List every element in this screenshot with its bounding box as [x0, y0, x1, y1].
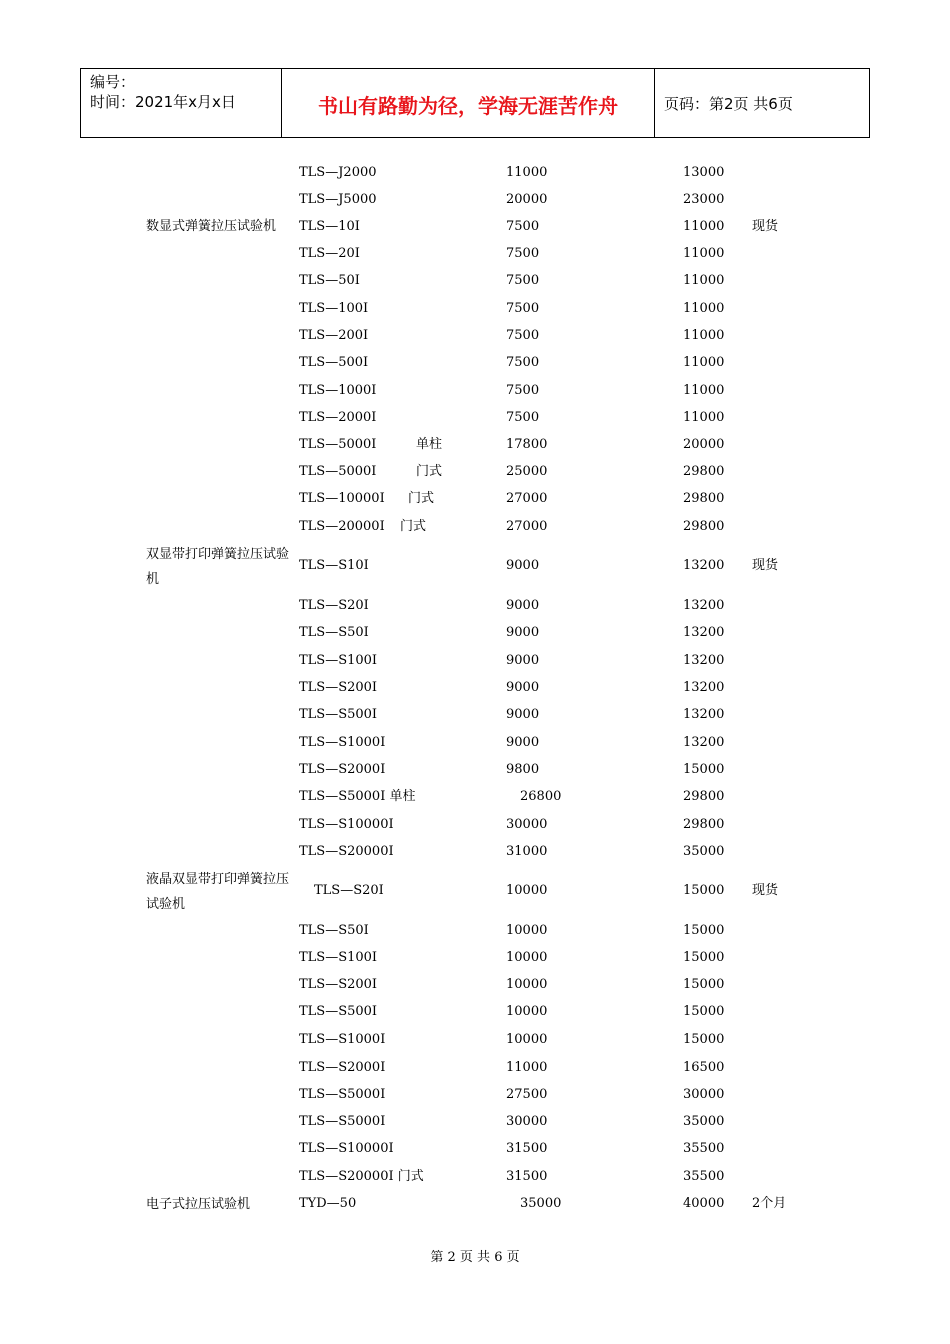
price2-cell: 13200 — [683, 735, 725, 750]
price2-cell: 20000 — [683, 437, 725, 452]
price-cell: 30000 — [506, 1114, 548, 1129]
price-cell: 30000 — [506, 817, 548, 832]
price-cell: 7500 — [506, 355, 540, 370]
model-cell: TLS—20000I — [299, 519, 385, 534]
price-cell: 9800 — [506, 762, 540, 777]
time-label: 时间：2021年x月x日 — [90, 93, 236, 111]
header-divider — [654, 68, 655, 137]
page-info: 页码：第2页 共6页 — [664, 95, 793, 113]
model-cell: TLS—S20000I 门式 — [299, 1169, 424, 1184]
price2-cell: 29800 — [683, 817, 725, 832]
model-cell: TLS—S2000I — [299, 1060, 386, 1075]
price2-cell: 35000 — [683, 1114, 725, 1129]
price2-cell: 13200 — [683, 680, 725, 695]
price2-cell: 13200 — [683, 558, 725, 573]
price2-cell: 30000 — [683, 1087, 725, 1102]
type-cell: 门式 — [400, 519, 427, 534]
model-cell: TLS—S200I — [299, 977, 378, 992]
type-cell: 单柱 — [416, 437, 443, 452]
model-cell: TLS—2000I — [299, 410, 377, 425]
model-cell: TLS—10000I — [299, 491, 385, 506]
delivery-cell: 2个月 — [752, 1196, 787, 1211]
price2-cell: 15000 — [683, 923, 725, 938]
price2-cell: 11000 — [683, 410, 725, 425]
category-label: 数显式弹簧拉压试验机 — [146, 219, 277, 234]
price2-cell: 13000 — [683, 165, 725, 180]
model-cell: TLS—1000I — [299, 383, 377, 398]
delivery-cell: 现货 — [752, 219, 779, 234]
model-cell: TLS—S10000I — [299, 1141, 394, 1156]
price-cell: 7500 — [506, 301, 540, 316]
price-cell: 10000 — [506, 977, 548, 992]
price2-cell: 16500 — [683, 1060, 725, 1075]
price-cell: 25000 — [506, 464, 548, 479]
model-cell: TLS—S1000I — [299, 735, 386, 750]
model-cell: TLS—5000I — [299, 464, 377, 479]
model-cell: TLS—S5000I — [299, 1114, 386, 1129]
motto: 书山有路勤为径，学海无涯苦作舟 — [318, 94, 618, 118]
price2-cell: 13200 — [683, 653, 725, 668]
price-cell: 31000 — [506, 844, 548, 859]
page-footer: 第 2 页 共 6 页 — [430, 1250, 520, 1265]
header-meta — [90, 72, 236, 112]
price-cell: 26800 — [520, 789, 562, 804]
price2-cell: 11000 — [683, 355, 725, 370]
price2-cell: 35000 — [683, 844, 725, 859]
price-cell: 27000 — [506, 519, 548, 534]
price-cell: 11000 — [506, 1060, 548, 1075]
model-cell: TLS—S5000I 单柱 — [299, 789, 416, 804]
price-cell: 9000 — [506, 598, 540, 613]
model-cell: TLS—10I — [299, 219, 360, 234]
price2-cell: 11000 — [683, 301, 725, 316]
price2-cell: 40000 — [683, 1196, 725, 1211]
price2-cell: 15000 — [683, 762, 725, 777]
model-cell: TLS—50I — [299, 273, 360, 288]
price2-cell: 29800 — [683, 519, 725, 534]
price-cell: 7500 — [506, 246, 540, 261]
model-cell: TLS—S50I — [299, 625, 369, 640]
price-cell: 7500 — [506, 328, 540, 343]
price-cell: 9000 — [506, 707, 540, 722]
model-cell: TLS—5000I — [299, 437, 377, 452]
price-cell: 10000 — [506, 1004, 548, 1019]
model-cell: TLS—J5000 — [299, 192, 377, 207]
price-cell: 27500 — [506, 1087, 548, 1102]
price2-cell: 11000 — [683, 383, 725, 398]
price-cell: 10000 — [506, 883, 548, 898]
price-cell: 10000 — [506, 923, 548, 938]
model-cell: TLS—500I — [299, 355, 369, 370]
model-cell: TLS—S10I — [299, 558, 369, 573]
price2-cell: 13200 — [683, 598, 725, 613]
model-cell: TLS—S500I — [299, 707, 378, 722]
price2-cell: 15000 — [683, 1004, 725, 1019]
model-cell: TLS—S500I — [299, 1004, 378, 1019]
price2-cell: 15000 — [683, 950, 725, 965]
price2-cell: 15000 — [683, 883, 725, 898]
price2-cell: 29800 — [683, 491, 725, 506]
price-cell: 9000 — [506, 680, 540, 695]
price-cell: 10000 — [506, 1032, 548, 1047]
serial-label: 编号： — [90, 73, 136, 91]
model-cell: TLS—S2000I — [299, 762, 386, 777]
category-label: 双显带打印弹簧拉压试验机 — [146, 547, 290, 587]
delivery-cell: 现货 — [752, 883, 779, 898]
price2-cell: 35500 — [683, 1141, 725, 1156]
price-cell: 7500 — [506, 273, 540, 288]
price-cell: 20000 — [506, 192, 548, 207]
model-cell: TLS—S100I — [299, 653, 378, 668]
model-cell: TLS—20I — [299, 246, 360, 261]
model-cell: TLS—S1000I — [299, 1032, 386, 1047]
model-cell: TLS—S50I — [299, 923, 369, 938]
model-cell: TLS—S20I — [314, 883, 384, 898]
price2-cell: 11000 — [683, 273, 725, 288]
price-cell: 9000 — [506, 625, 540, 640]
category-label: 电子式拉压试验机 — [146, 1197, 251, 1212]
price-cell: 17800 — [506, 437, 548, 452]
price2-cell: 13200 — [683, 707, 725, 722]
price-cell: 35000 — [520, 1196, 562, 1211]
price2-cell: 11000 — [683, 246, 725, 261]
model-cell: TLS—J2000 — [299, 165, 377, 180]
delivery-cell: 现货 — [752, 558, 779, 573]
category-label: 液晶双显带打印弹簧拉压试验机 — [146, 872, 290, 912]
price2-cell: 11000 — [683, 219, 725, 234]
type-cell: 门式 — [408, 491, 435, 506]
model-cell: TLS—100I — [299, 301, 369, 316]
price2-cell: 15000 — [683, 1032, 725, 1047]
price2-cell: 15000 — [683, 977, 725, 992]
price-cell: 9000 — [506, 653, 540, 668]
model-cell: TLS—S20000I — [299, 844, 394, 859]
header-divider — [869, 68, 870, 137]
price-cell: 31500 — [506, 1141, 548, 1156]
price2-cell: 29800 — [683, 789, 725, 804]
price2-cell: 11000 — [683, 328, 725, 343]
header-divider — [80, 68, 81, 137]
price2-cell: 13200 — [683, 625, 725, 640]
price2-cell: 23000 — [683, 192, 725, 207]
model-cell: TLS—S10000I — [299, 817, 394, 832]
model-cell: TLS—200I — [299, 328, 369, 343]
model-cell: TYD—50 — [299, 1196, 357, 1211]
price-cell: 11000 — [506, 165, 548, 180]
price-cell: 31500 — [506, 1169, 548, 1184]
price-cell: 7500 — [506, 383, 540, 398]
model-cell: TLS—S20I — [299, 598, 369, 613]
price-cell: 7500 — [506, 219, 540, 234]
model-cell: TLS—S100I — [299, 950, 378, 965]
price-cell: 27000 — [506, 491, 548, 506]
price-cell: 9000 — [506, 558, 540, 573]
model-cell: TLS—S5000I — [299, 1087, 386, 1102]
model-cell: TLS—S200I — [299, 680, 378, 695]
price2-cell: 29800 — [683, 464, 725, 479]
price-cell: 10000 — [506, 950, 548, 965]
price-cell: 7500 — [506, 410, 540, 425]
price-cell: 9000 — [506, 735, 540, 750]
type-cell: 门式 — [416, 464, 443, 479]
price2-cell: 35500 — [683, 1169, 725, 1184]
